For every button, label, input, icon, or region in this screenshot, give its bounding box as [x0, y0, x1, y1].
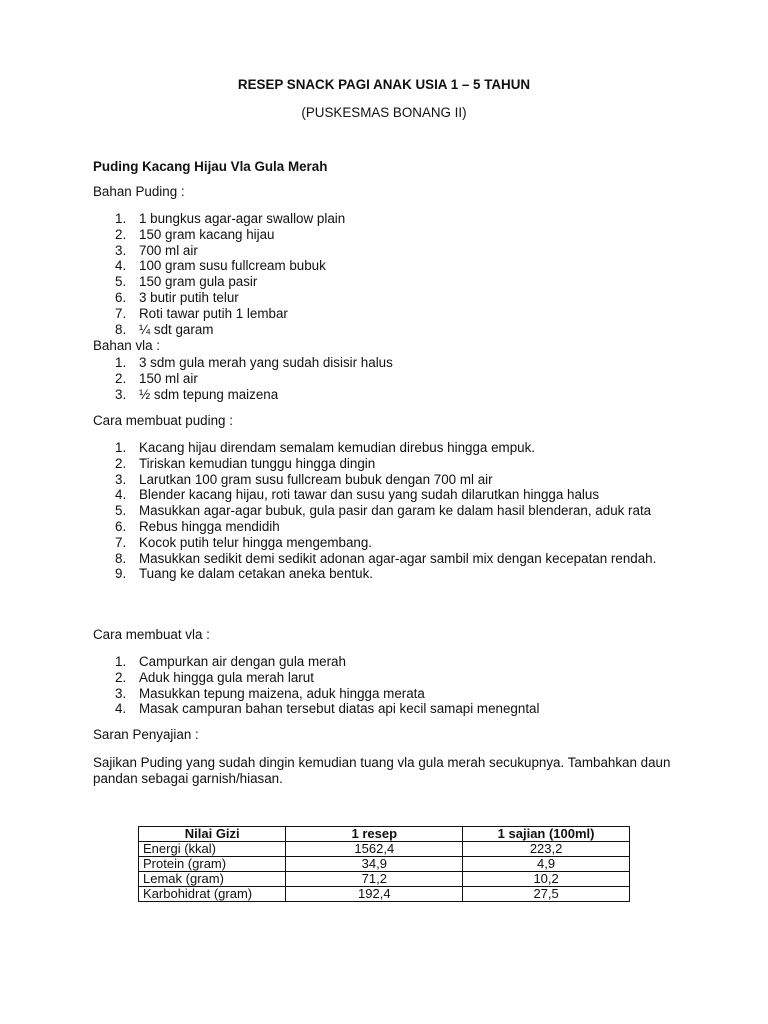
list-item-text: Kocok putih telur hingga mengembang. — [139, 534, 373, 550]
list-item-number: 8. — [115, 550, 127, 566]
list-item — [93, 456, 683, 472]
cara-vla-list — [93, 654, 683, 717]
list-item — [93, 654, 683, 670]
list-item — [93, 355, 683, 371]
list-item-text: Tiriskan kemudian tunggu hingga dingin — [139, 455, 376, 471]
list-item-text: Blender kacang hijau, roti tawar dan susu yang sudah dilarutkan hingga halus — [139, 487, 600, 503]
table-row — [139, 872, 630, 887]
nutrition-cell: Energi (kkal) — [139, 842, 286, 857]
nutrition-header-cell: Nilai Gizi — [139, 827, 286, 842]
list-item-text: Campurkan air dengan gula merah — [139, 654, 346, 669]
nutrition-cell: 1562,4 — [286, 842, 463, 857]
list-item-number: 4. — [115, 701, 127, 717]
list-item — [93, 387, 683, 403]
list-item — [93, 371, 683, 387]
list-item-number: 4. — [115, 487, 127, 503]
list-item — [93, 440, 683, 456]
nutrition-cell: 4,9 — [463, 857, 630, 872]
list-item-number: 1. — [115, 440, 127, 455]
nutrition-header-cell: 1 resep — [286, 827, 463, 842]
list-item-text: 3 butir putih telur — [139, 289, 239, 305]
list-item-number: 2. — [115, 370, 127, 386]
table-row — [139, 842, 630, 857]
list-item — [93, 701, 683, 717]
list-item-text: Masukkan sedikit demi sedikit adonan agar-agar sambil mix dengan kecepatan rendah. — [139, 550, 657, 566]
nutrition-cell: Lemak (gram) — [139, 872, 286, 887]
list-item — [93, 487, 683, 503]
list-item — [93, 472, 683, 488]
nutrition-table — [138, 826, 630, 902]
nutrition-cell: 223,2 — [463, 842, 630, 857]
list-item — [93, 243, 683, 259]
list-item — [93, 306, 683, 322]
list-item — [93, 535, 683, 551]
list-item-number: 2. — [115, 669, 127, 685]
list-item-number: 2. — [115, 226, 127, 242]
table-row — [139, 887, 630, 902]
bahan-vla-list — [93, 355, 683, 402]
nutrition-header-cell: 1 sajian (100ml) — [463, 827, 630, 842]
nutrition-cell: 27,5 — [463, 887, 630, 902]
nutrition-cell: 192,4 — [286, 887, 463, 902]
list-item-number: 1. — [115, 211, 127, 226]
list-item-number: 6. — [115, 289, 127, 305]
list-item-number: 2. — [115, 455, 127, 471]
nutrition-cell: 10,2 — [463, 872, 630, 887]
list-item-number: 5. — [115, 503, 127, 519]
cara-vla-heading: Cara membuat vla : — [93, 627, 210, 642]
list-item-text: 150 gram kacang hijau — [139, 226, 275, 242]
list-item-number: 8. — [115, 321, 127, 337]
list-item-text: ¼ sdt garam — [139, 321, 214, 337]
list-item-text: ½ sdm tepung maizena — [139, 386, 279, 402]
list-item — [93, 322, 683, 338]
list-item-text: Roti tawar putih 1 lembar — [139, 305, 288, 321]
list-item-text: 700 ml air — [139, 242, 198, 258]
list-item-text: 150 ml air — [139, 370, 198, 386]
list-item-text: Rebus hingga mendidih — [139, 518, 280, 534]
list-item-number: 3. — [115, 386, 127, 402]
cara-puding-heading: Cara membuat puding : — [93, 413, 233, 428]
list-item-number: 6. — [115, 518, 127, 534]
list-item — [93, 274, 683, 290]
document-subtitle: (PUSKESMAS BONANG II) — [301, 105, 467, 120]
list-item-number: 3. — [115, 242, 127, 258]
document-title: RESEP SNACK PAGI ANAK USIA 1 – 5 TAHUN — [237, 77, 531, 92]
list-item — [93, 290, 683, 306]
list-item — [93, 503, 683, 519]
bahan-vla-list-wrap — [93, 355, 683, 402]
list-item-number: 7. — [115, 534, 127, 550]
nutrition-cell: Karbohidrat (gram) — [139, 887, 286, 902]
bahan-vla-heading: Bahan vla : — [93, 338, 160, 353]
list-item-text: 150 gram gula pasir — [139, 274, 258, 290]
nutrition-cell: Protein (gram) — [139, 857, 286, 872]
nutrition-cell: 71,2 — [286, 872, 463, 887]
list-item-number: 7. — [115, 305, 127, 321]
nutrition-cell: 34,9 — [286, 857, 463, 872]
list-item — [93, 258, 683, 274]
list-item — [93, 551, 683, 567]
list-item-number: 1. — [115, 355, 127, 370]
list-item-number: 4. — [115, 258, 127, 274]
table-row — [139, 857, 630, 872]
bahan-puding-list — [93, 211, 683, 337]
list-item-number: 3. — [115, 471, 127, 487]
saran-heading: Saran Penyajian : — [93, 727, 199, 742]
list-item — [93, 211, 683, 227]
list-item-text: 100 gram susu fullcream bubuk — [139, 258, 326, 274]
list-item — [93, 686, 683, 702]
list-item-text: 3 sdm gula merah yang sudah disisir halus — [139, 355, 393, 370]
cara-puding-list — [93, 440, 683, 582]
bahan-puding-list-wrap — [93, 211, 683, 337]
list-item-text: 1 bungkus agar-agar swallow plain — [139, 211, 346, 226]
list-item-text: Masukkan agar-agar bubuk, gula pasir dan garam ke dalam hasil blenderan, aduk rata — [139, 503, 652, 519]
list-item-number: 5. — [115, 274, 127, 290]
list-item-text: Tuang ke dalam cetakan aneka bentuk. — [139, 566, 373, 582]
list-item — [93, 519, 683, 535]
bahan-puding-heading: Bahan Puding : — [93, 184, 185, 199]
cara-vla-list-wrap — [93, 654, 683, 717]
list-item-text: Larutkan 100 gram susu fullcream bubuk dengan 700 ml air — [139, 471, 493, 487]
list-item-number: 3. — [115, 685, 127, 701]
list-item-text: Kacang hijau direndam semalam kemudian direbus hingga empuk. — [139, 440, 535, 455]
list-item — [93, 670, 683, 686]
list-item-number: 9. — [115, 566, 127, 582]
recipe-name: Puding Kacang Hijau Vla Gula Merah — [93, 159, 328, 174]
list-item-number: 1. — [115, 654, 127, 669]
cara-puding-list-wrap — [93, 440, 683, 582]
list-item — [93, 227, 683, 243]
list-item-text: Masukkan tepung maizena, aduk hingga merata — [139, 685, 425, 701]
list-item-text: Masak campuran bahan tersebut diatas api kecil samapi menegntal — [139, 701, 540, 717]
list-item — [93, 566, 683, 582]
nutrition-table-header-row — [139, 827, 630, 842]
saran-text: Sajikan Puding yang sudah dingin kemudian tuang vla gula merah secukupnya. Tambahkan daun pandan sebagai garnish/hiasan. — [93, 755, 671, 786]
list-item-text: Aduk hingga gula merah larut — [139, 669, 314, 685]
